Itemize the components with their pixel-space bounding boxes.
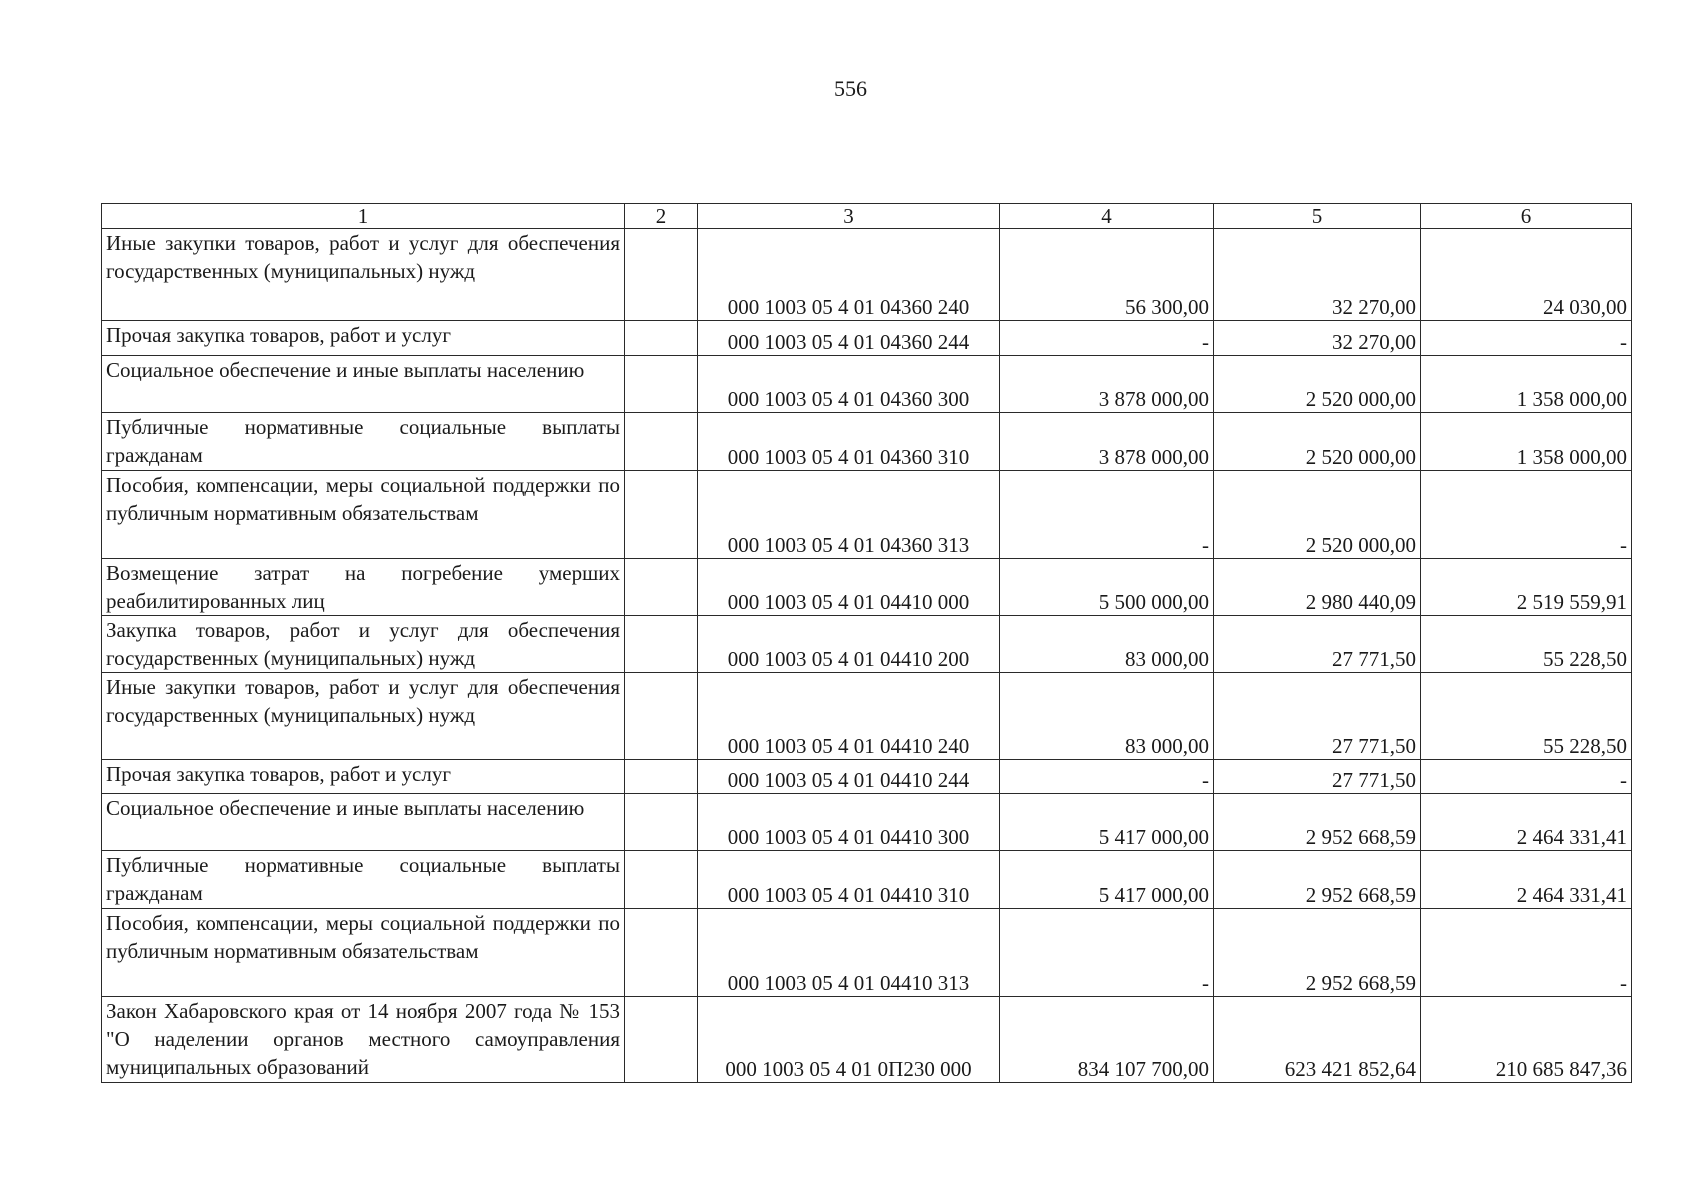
table-row [102, 794, 1632, 851]
row-col5-cell: 623 421 852,64 [1214, 997, 1421, 1083]
row-col4-cell: - [1000, 471, 1214, 559]
table-row [102, 471, 1632, 559]
row-code-cell: 000 1003 05 4 01 04410 244 [698, 760, 1000, 794]
row-code-cell: 000 1003 05 4 01 04410 000 [698, 559, 1000, 616]
row-col4-cell: 5 417 000,00 [1000, 851, 1214, 909]
row-name-cell: Пособия, компенсации, меры социальной поддержки по публичным нормативным обязательствам [102, 909, 625, 997]
row-col5-cell: 2 952 668,59 [1214, 909, 1421, 997]
row-col6-cell: - [1421, 471, 1632, 559]
row-col5-cell: 27 771,50 [1214, 760, 1421, 794]
row-code-cell: 000 1003 05 4 01 04410 240 [698, 673, 1000, 760]
budget-table [101, 203, 1632, 1083]
table-row [102, 321, 1632, 356]
row-code-cell: 000 1003 05 4 01 04360 300 [698, 356, 1000, 413]
row-col2-cell [625, 559, 698, 616]
row-name-cell: Возмещение затрат на погребение умерших реабилитированных лиц [102, 559, 625, 616]
row-col5-cell: 32 270,00 [1214, 229, 1421, 321]
row-col2-cell [625, 851, 698, 909]
row-name-cell: Иные закупки товаров, работ и услуг для обеспечения государственных (муниципальных) нужд [102, 229, 625, 321]
row-name-cell: Социальное обеспечение и иные выплаты населению [102, 356, 625, 413]
row-col6-cell: - [1421, 760, 1632, 794]
row-col5-cell: 2 520 000,00 [1214, 471, 1421, 559]
table-row [102, 229, 1632, 321]
row-col6-cell: 55 228,50 [1421, 673, 1632, 760]
column-header: 3 [698, 204, 1000, 229]
row-name-cell: Закупка товаров, работ и услуг для обеспечения государственных (муниципальных) нужд [102, 616, 625, 673]
row-name-cell: Прочая закупка товаров, работ и услуг [102, 321, 625, 356]
table-row [102, 413, 1632, 471]
row-col2-cell [625, 471, 698, 559]
row-col4-cell: 5 417 000,00 [1000, 794, 1214, 851]
row-name-cell: Пособия, компенсации, меры социальной поддержки по публичным нормативным обязательствам [102, 471, 625, 559]
row-col4-cell: - [1000, 321, 1214, 356]
row-col6-cell: 2 464 331,41 [1421, 794, 1632, 851]
row-col2-cell [625, 673, 698, 760]
table-row [102, 760, 1632, 794]
column-header: 1 [102, 204, 625, 229]
row-code-cell: 000 1003 05 4 01 04360 240 [698, 229, 1000, 321]
row-code-cell: 000 1003 05 4 01 04410 313 [698, 909, 1000, 997]
row-col6-cell: 2 519 559,91 [1421, 559, 1632, 616]
row-name-cell: Иные закупки товаров, работ и услуг для обеспечения государственных (муниципальных) нужд [102, 673, 625, 760]
table-row [102, 616, 1632, 673]
row-col6-cell: - [1421, 321, 1632, 356]
row-col4-cell: - [1000, 909, 1214, 997]
row-col4-cell: 5 500 000,00 [1000, 559, 1214, 616]
table-row [102, 851, 1632, 909]
row-col6-cell: 55 228,50 [1421, 616, 1632, 673]
row-col5-cell: 2 952 668,59 [1214, 794, 1421, 851]
page-number: 556 [834, 76, 867, 101]
row-col2-cell [625, 997, 698, 1083]
row-col6-cell: 1 358 000,00 [1421, 356, 1632, 413]
row-col2-cell [625, 356, 698, 413]
table-body [102, 229, 1632, 1083]
row-col2-cell [625, 760, 698, 794]
row-col4-cell: 3 878 000,00 [1000, 413, 1214, 471]
row-col6-cell: 24 030,00 [1421, 229, 1632, 321]
row-col2-cell [625, 229, 698, 321]
row-name-cell: Социальное обеспечение и иные выплаты населению [102, 794, 625, 851]
row-col2-cell [625, 794, 698, 851]
table-row [102, 909, 1632, 997]
row-name-cell: Закон Хабаровского края от 14 ноября 2007 года № 153 "О наделении органов местного самоуправления муниципальных образований [102, 997, 625, 1083]
row-col2-cell [625, 909, 698, 997]
row-col5-cell: 2 520 000,00 [1214, 413, 1421, 471]
column-header: 2 [625, 204, 698, 229]
column-header: 6 [1421, 204, 1632, 229]
table-row [102, 559, 1632, 616]
row-name-cell: Публичные нормативные социальные выплаты гражданам [102, 851, 625, 909]
row-col2-cell [625, 616, 698, 673]
row-name-cell: Прочая закупка товаров, работ и услуг [102, 760, 625, 794]
row-code-cell: 000 1003 05 4 01 04410 310 [698, 851, 1000, 909]
row-col4-cell: 83 000,00 [1000, 616, 1214, 673]
row-code-cell: 000 1003 05 4 01 0П230 000 [698, 997, 1000, 1083]
row-code-cell: 000 1003 05 4 01 04410 300 [698, 794, 1000, 851]
table-row [102, 356, 1632, 413]
row-code-cell: 000 1003 05 4 01 04410 200 [698, 616, 1000, 673]
header-row [102, 204, 1632, 229]
row-name-cell: Публичные нормативные социальные выплаты гражданам [102, 413, 625, 471]
row-col6-cell: - [1421, 909, 1632, 997]
column-header: 4 [1000, 204, 1214, 229]
row-col5-cell: 2 952 668,59 [1214, 851, 1421, 909]
row-col5-cell: 2 520 000,00 [1214, 356, 1421, 413]
row-code-cell: 000 1003 05 4 01 04360 244 [698, 321, 1000, 356]
row-col2-cell [625, 321, 698, 356]
row-col4-cell: 834 107 700,00 [1000, 997, 1214, 1083]
row-col4-cell: 83 000,00 [1000, 673, 1214, 760]
row-code-cell: 000 1003 05 4 01 04360 310 [698, 413, 1000, 471]
row-col5-cell: 32 270,00 [1214, 321, 1421, 356]
row-col2-cell [625, 413, 698, 471]
table-row [102, 997, 1632, 1083]
row-col6-cell: 210 685 847,36 [1421, 997, 1632, 1083]
row-col4-cell: 3 878 000,00 [1000, 356, 1214, 413]
row-col6-cell: 1 358 000,00 [1421, 413, 1632, 471]
row-col4-cell: - [1000, 760, 1214, 794]
row-col6-cell: 2 464 331,41 [1421, 851, 1632, 909]
row-col5-cell: 2 980 440,09 [1214, 559, 1421, 616]
row-code-cell: 000 1003 05 4 01 04360 313 [698, 471, 1000, 559]
row-col5-cell: 27 771,50 [1214, 616, 1421, 673]
row-col4-cell: 56 300,00 [1000, 229, 1214, 321]
column-header: 5 [1214, 204, 1421, 229]
table-row [102, 673, 1632, 760]
row-col5-cell: 27 771,50 [1214, 673, 1421, 760]
